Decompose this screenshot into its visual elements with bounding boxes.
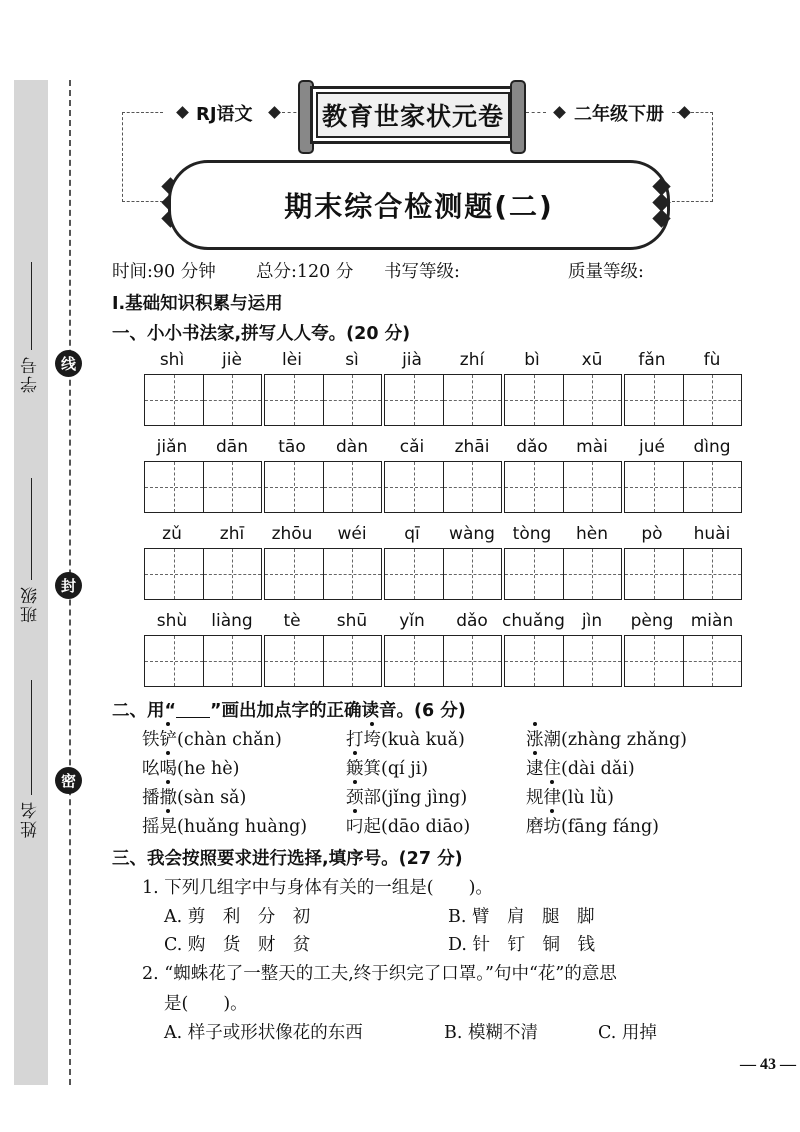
diamond-icon (268, 106, 281, 119)
pinyin-syllable: chuǎng (502, 611, 565, 631)
pinyin-options[interactable]: (kuà kuǎ) (381, 730, 465, 750)
seal-mark-mi: 密 (55, 767, 82, 794)
pinyin-syllable: zhōu (271, 524, 313, 544)
pinyin-syllable: tè (283, 611, 301, 631)
character-writing-box[interactable] (144, 548, 262, 600)
exam-time: 时间:90 分钟 (112, 262, 216, 282)
character-writing-box[interactable] (504, 548, 622, 600)
character-writing-box[interactable] (384, 548, 502, 600)
pinyin-syllable: jià (402, 350, 422, 370)
scroll-roll-right (510, 80, 526, 154)
word-suffix: 住 (543, 759, 561, 779)
word-prefix: 吆 (142, 759, 160, 779)
tianzige-cell[interactable] (505, 636, 564, 686)
character-writing-box[interactable] (144, 461, 262, 513)
q3-sub1-option-a[interactable]: A. 剪 利 分 初 (164, 907, 311, 927)
word-prefix: 摇 (142, 817, 160, 837)
exam-title-banner (168, 160, 670, 250)
tianzige-cell[interactable] (385, 636, 444, 686)
subject-tag: RJ语文 (196, 104, 253, 125)
word-prefix: 播 (142, 788, 160, 808)
q3-sub2-option-a[interactable]: A. 样子或形状像花的东西 (164, 1023, 363, 1043)
tianzige-cell[interactable] (444, 462, 502, 512)
exam-title: 期末综合检测题(二) (284, 190, 554, 223)
character-writing-box[interactable] (384, 635, 502, 687)
dotted-character: 颈 (346, 784, 364, 809)
word-suffix: 潮 (543, 730, 561, 750)
dotted-character: 铲 (160, 726, 178, 751)
word-suffix: 起 (363, 817, 381, 837)
pinyin-syllable: shì (159, 350, 185, 370)
seal-mark-feng: 封 (55, 572, 82, 599)
pinyin-syllable: liàng (211, 611, 253, 631)
tianzige-cell[interactable] (145, 636, 204, 686)
pinyin-syllable: dǎo (456, 611, 488, 631)
character-writing-box[interactable] (504, 635, 622, 687)
character-writing-box[interactable] (264, 548, 382, 600)
character-writing-box[interactable] (384, 374, 502, 426)
tianzige-cell[interactable] (684, 462, 742, 512)
q3-sub2: 2. “蜘蛛花了一整天的工夫,终于织完了口罩。”句中“花”的意思 (142, 964, 617, 984)
pinyin-syllable: dàn (336, 437, 368, 457)
series-title: 教育世家状元卷 (321, 102, 504, 131)
pinyin-options[interactable]: (qí ji) (381, 759, 429, 779)
reading-choice-item[interactable] (346, 726, 465, 751)
q2-title-prefix: 二、用“ (112, 701, 177, 721)
pinyin-syllable: zhí (459, 350, 485, 370)
pinyin-options[interactable]: (lù lǜ) (561, 788, 614, 808)
class-line[interactable] (31, 478, 32, 580)
tianzige-cell[interactable] (204, 375, 262, 425)
pinyin-syllable: shù (156, 611, 188, 631)
dotted-character: 坊 (544, 813, 562, 838)
page-number: — 43 — (740, 1056, 796, 1073)
pinyin-syllable: pèng (630, 611, 674, 631)
pinyin-options[interactable]: (zhàng zhǎng) (561, 730, 688, 750)
tianzige-cell[interactable] (265, 636, 324, 686)
pinyin-syllable: hèn (575, 524, 608, 544)
q3-sub1: 1. 下列几组字中与身体有关的一组是( )。 (142, 878, 493, 898)
q2-title (112, 697, 466, 722)
pinyin-syllable: miàn (690, 611, 734, 631)
pinyin-syllable: sì (345, 350, 359, 370)
tianzige-cell[interactable] (625, 462, 684, 512)
pinyin-syllable: jiè (222, 350, 242, 370)
q3-title: 三、我会按照要求进行选择,填序号。(27 分) (112, 849, 463, 869)
underline-mark (176, 717, 210, 718)
character-writing-box[interactable] (144, 635, 262, 687)
word-prefix: 打 (346, 730, 364, 750)
pinyin-syllable: tòng (512, 524, 552, 544)
tianzige-cell[interactable] (684, 549, 742, 599)
student-no-line[interactable] (31, 262, 32, 350)
pinyin-syllable: jìn (581, 611, 603, 631)
pinyin-options[interactable]: (jǐng jìng) (381, 788, 468, 808)
left-bracket (122, 112, 163, 202)
right-bracket (672, 112, 713, 202)
pinyin-options[interactable]: (chàn chǎn) (177, 730, 282, 750)
pinyin-syllable: zhī (219, 524, 245, 544)
q3-sub2-cont: 是( )。 (164, 994, 248, 1014)
tianzige-cell[interactable] (324, 462, 382, 512)
pinyin-syllable: cǎi (399, 437, 425, 457)
part-heading: Ⅰ.基础知识积累与运用 (112, 294, 283, 314)
reading-choice-item[interactable] (526, 726, 687, 751)
tianzige-cell[interactable] (324, 636, 382, 686)
pinyin-syllable: yǐn (399, 611, 425, 631)
tianzige-cell[interactable] (625, 636, 684, 686)
pinyin-syllable: shū (336, 611, 368, 631)
reading-choice-item[interactable] (346, 784, 467, 809)
tianzige-cell[interactable] (265, 462, 324, 512)
pinyin-syllable: jué (639, 437, 665, 457)
tianzige-cell[interactable] (444, 636, 502, 686)
tianzige-cell[interactable] (145, 462, 204, 512)
pinyin-options[interactable]: (sàn sǎ) (177, 788, 247, 808)
dotted-character: 簸 (346, 755, 364, 780)
character-writing-box[interactable] (624, 374, 742, 426)
pinyin-syllable: dān (216, 437, 248, 457)
seal-mark-xian: 线 (55, 350, 82, 377)
dotted-character: 律 (544, 784, 562, 809)
tianzige-cell[interactable] (444, 375, 502, 425)
pinyin-options[interactable]: (dāo diāo) (381, 817, 471, 837)
tianzige-cell[interactable] (385, 549, 444, 599)
tianzige-cell[interactable] (684, 375, 742, 425)
reading-choice-item[interactable] (346, 813, 470, 838)
reading-choice-item[interactable] (142, 755, 239, 780)
reading-choice-item[interactable] (526, 784, 614, 809)
q2-title-suffix: ”画出加点字的正确读音。(6 分) (210, 701, 466, 721)
pinyin-syllable: wéi (337, 524, 367, 544)
tianzige-cell[interactable] (385, 375, 444, 425)
tianzige-cell[interactable] (265, 375, 324, 425)
tianzige-cell[interactable] (145, 549, 204, 599)
pinyin-syllable: wàng (449, 524, 495, 544)
dotted-character: 垮 (364, 726, 382, 751)
q3-sub1-option-c[interactable]: C. 购 货 财 贫 (164, 935, 311, 955)
character-writing-box[interactable] (624, 461, 742, 513)
q3-sub1-option-b[interactable]: B. 臂 肩 腿 脚 (448, 907, 595, 927)
pinyin-syllable: dǎo (516, 437, 548, 457)
pinyin-syllable: pò (641, 524, 663, 544)
q1-title: 一、小小书法家,拼写人人夸。(20 分) (112, 324, 411, 344)
binding-strip (14, 80, 48, 1085)
character-writing-box[interactable] (264, 461, 382, 513)
tianzige-cell[interactable] (564, 462, 622, 512)
pinyin-syllable: lèi (282, 350, 302, 370)
pinyin-syllable: zǔ (162, 524, 182, 544)
tianzige-cell[interactable] (564, 375, 622, 425)
diamond-icon (176, 106, 189, 119)
tianzige-cell[interactable] (564, 549, 622, 599)
tianzige-cell[interactable] (625, 549, 684, 599)
character-writing-box[interactable] (264, 635, 382, 687)
pinyin-syllable: huài (693, 524, 731, 544)
pinyin-syllable: fǎn (638, 350, 666, 370)
pinyin-syllable: tāo (278, 437, 306, 457)
character-writing-box[interactable] (504, 374, 622, 426)
character-writing-box[interactable] (624, 635, 742, 687)
exam-total-score: 总分:120 分 (256, 262, 354, 282)
student-no-label: 学号 (21, 355, 41, 393)
q3-sub2-option-c[interactable]: C. 用掉 (598, 1023, 657, 1043)
word-suffix: 箕 (363, 759, 381, 779)
reading-choice-item[interactable] (526, 813, 659, 838)
pinyin-options[interactable]: (he hè) (177, 759, 240, 779)
pinyin-syllable: dìng (693, 437, 731, 457)
class-label: 班级 (21, 585, 41, 623)
tianzige-cell[interactable] (204, 549, 262, 599)
pinyin-syllable: xū (581, 350, 603, 370)
pinyin-syllable: zhāi (454, 437, 490, 457)
tianzige-cell[interactable] (505, 375, 564, 425)
character-writing-box[interactable] (144, 374, 262, 426)
dotted-character: 涨 (526, 726, 544, 751)
diamond-icon (553, 106, 566, 119)
reading-choice-item[interactable] (142, 726, 282, 751)
connector-line (526, 112, 546, 113)
pinyin-syllable: jiǎn (156, 437, 188, 457)
word-prefix: 磨 (526, 817, 544, 837)
tianzige-cell[interactable] (204, 462, 262, 512)
tianzige-cell[interactable] (385, 462, 444, 512)
tianzige-cell[interactable] (324, 549, 382, 599)
writing-grade: 书写等级: (384, 262, 460, 282)
tianzige-cell[interactable] (684, 636, 742, 686)
pinyin-syllable: mài (576, 437, 608, 457)
grade-tag: 二年级下册 (574, 104, 664, 125)
dotted-character: 喝 (160, 755, 178, 780)
name-line[interactable] (31, 680, 32, 795)
pinyin-syllable: qī (404, 524, 420, 544)
dotted-character: 逮 (526, 755, 544, 780)
q3-sub1-option-d[interactable]: D. 针 钉 铜 钱 (448, 935, 596, 955)
tianzige-cell[interactable] (564, 636, 622, 686)
tianzige-cell[interactable] (444, 549, 502, 599)
tianzige-cell[interactable] (625, 375, 684, 425)
reading-choice-item[interactable] (526, 755, 635, 780)
dotted-character: 晃 (160, 813, 178, 838)
character-writing-box[interactable] (384, 461, 502, 513)
reading-choice-item[interactable] (346, 755, 428, 780)
tianzige-cell[interactable] (505, 462, 564, 512)
pinyin-options[interactable]: (huǎng huàng) (177, 817, 308, 837)
name-label: 姓名 (21, 800, 41, 838)
reading-choice-item[interactable] (142, 813, 307, 838)
series-title-box (310, 86, 516, 144)
word-suffix: 部 (363, 788, 381, 808)
reading-choice-item[interactable] (142, 784, 246, 809)
pinyin-syllable: fù (703, 350, 721, 370)
word-prefix: 规 (526, 788, 544, 808)
quality-grade: 质量等级: (568, 262, 644, 282)
dotted-character: 叼 (346, 813, 364, 838)
tianzige-cell[interactable] (505, 549, 564, 599)
character-writing-box[interactable] (504, 461, 622, 513)
character-writing-box[interactable] (264, 374, 382, 426)
tianzige-cell[interactable] (204, 636, 262, 686)
q3-sub2-option-b[interactable]: B. 模糊不清 (444, 1023, 538, 1043)
pinyin-syllable: bì (524, 350, 540, 370)
word-prefix: 铁 (142, 730, 160, 750)
tianzige-cell[interactable] (324, 375, 382, 425)
tianzige-cell[interactable] (265, 549, 324, 599)
pinyin-options[interactable]: (dài dǎi) (561, 759, 635, 779)
pinyin-options[interactable]: (fāng fáng) (561, 817, 659, 837)
character-writing-box[interactable] (624, 548, 742, 600)
dotted-character: 撒 (160, 784, 178, 809)
tianzige-cell[interactable] (145, 375, 204, 425)
